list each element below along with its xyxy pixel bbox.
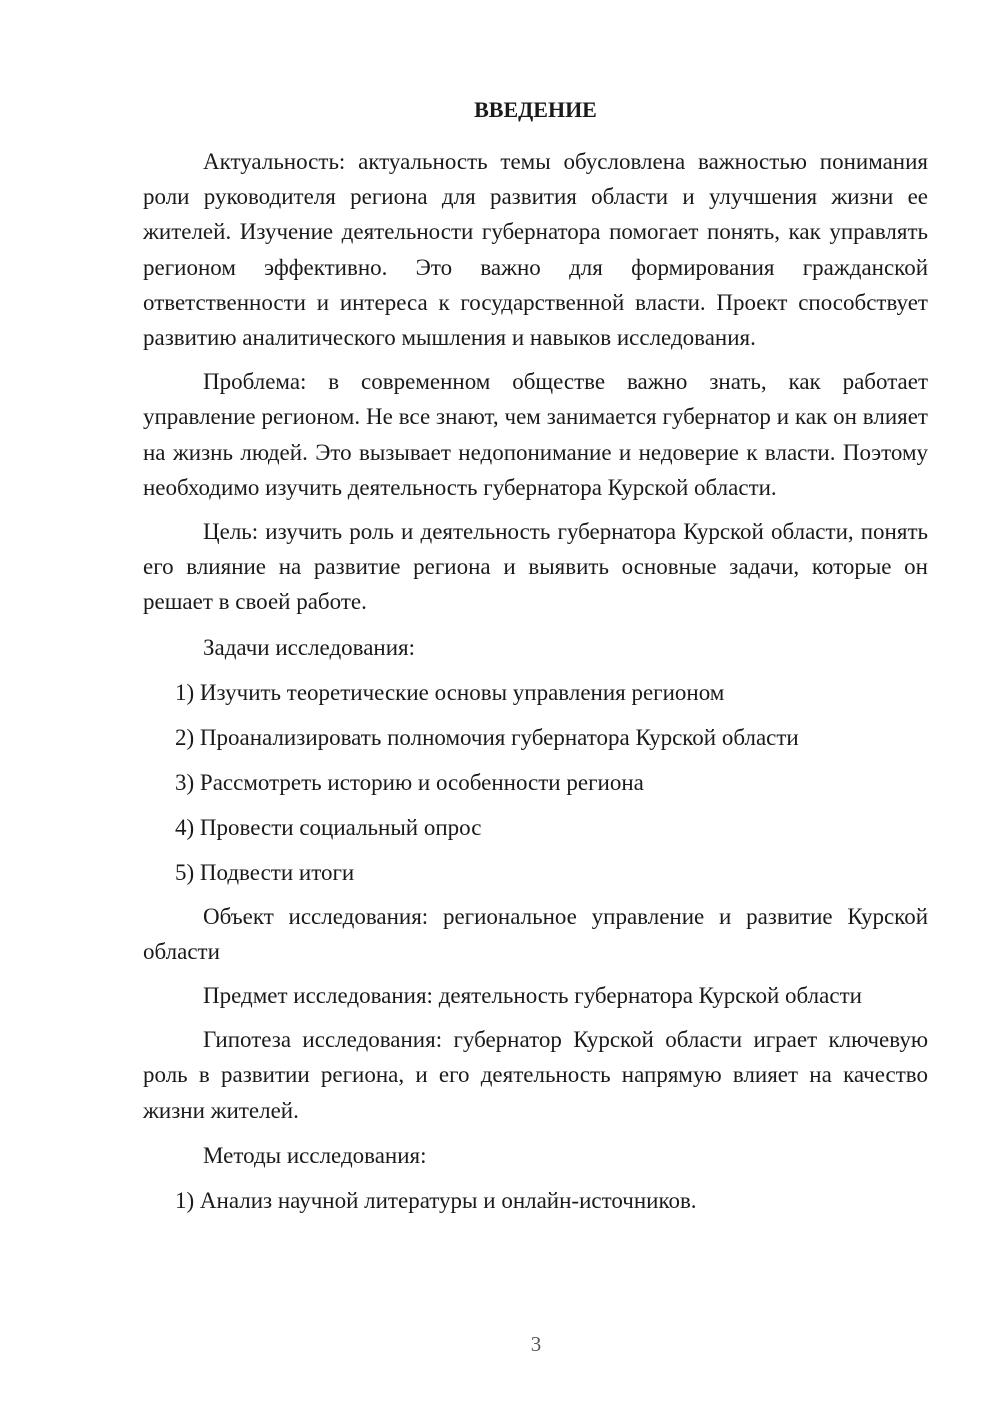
section-heading: ВВЕДЕНИЕ <box>474 97 597 122</box>
tasks-list <box>143 675 928 890</box>
task-item: 1) Изучить теоретические основы управления регионом <box>175 679 725 705</box>
page-content <box>143 96 928 1218</box>
object-paragraph: Объект исследования: региональное управление и развитие Курской области <box>143 903 928 964</box>
methods-label: Методы исследования: <box>203 1142 427 1168</box>
methods-list <box>143 1183 928 1218</box>
goal-paragraph: Цель: изучить роль и деятельность губернатора Курской области, понять его влияние на развитие региона и выявить основные задачи, которые он решает в своей работе. <box>143 519 928 615</box>
problem-paragraph: Проблема: в современном обществе важно знать, как работает управление регионом. Не все знают, чем занимается губернатор и как он влияет на жизнь людей. Это вызывает недопонимание и недоверие к власти. Поэтому необходимо изучить деятельность губернатора Курской области. <box>143 369 928 500</box>
hypothesis-paragraph: Гипотеза исследования: губернатор Курской области играет ключевую роль в развитии региона, и его деятельность напрямую влияет на качество жизни жителей. <box>143 1027 928 1123</box>
task-item: 2) Проанализировать полномочия губернатора Курской области <box>175 724 799 750</box>
task-item: 3) Рассмотреть историю и особенности региона <box>175 769 644 795</box>
task-item: 4) Провести социальный опрос <box>175 814 482 840</box>
task-item: 5) Подвести итоги <box>175 859 355 885</box>
method-item: 1) Анализ научной литературы и онлайн-источников. <box>175 1187 697 1213</box>
page-number: 3 <box>530 1332 542 1356</box>
relevance-paragraph: Актуальность: актуальность темы обусловлена важностью понимания роли руководителя региона для развития области и улучшения жизни ее жителей. Изучение деятельности губернатора помогает понять, как управлять регионом эффективно. Это важно для формирования гражданской ответственности и интереса к государственной власти. Проект способствует развитию аналитического мышления и навыков исследования. <box>143 149 928 351</box>
subject-paragraph: Предмет исследования: деятельность губернатора Курской области <box>203 983 862 1009</box>
tasks-label: Задачи исследования: <box>203 634 416 660</box>
